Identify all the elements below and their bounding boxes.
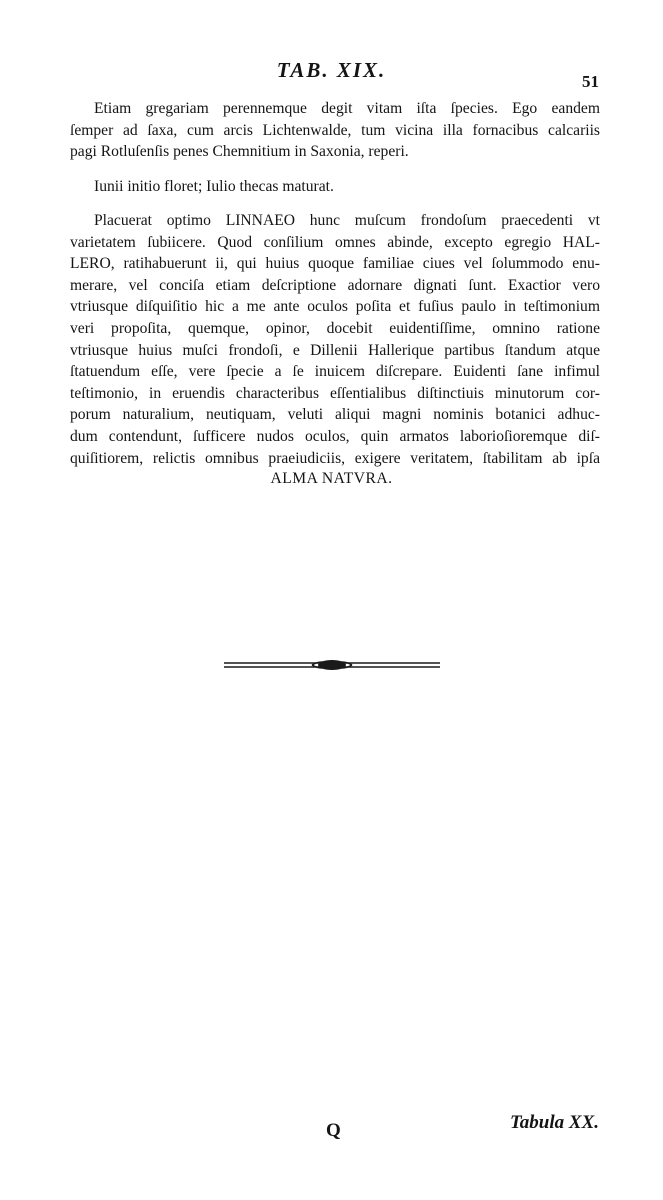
text-line: Etiam gregariam perennemque degit vitam iſta ſpecies. Ego eandem bbox=[94, 100, 600, 117]
running-header-title: TAB. XIX. bbox=[276, 58, 387, 82]
text-line: teſtimonio, in eruendis characteribus eſſentialibus diſtinctiuis minutorum cor- bbox=[70, 384, 600, 402]
page-number: 51 bbox=[582, 72, 599, 91]
text-line: merare, vel conciſa etiam deſcriptione adornare dignati ſunt. Exactior vero bbox=[70, 276, 600, 294]
text-line: varietatem ſubiicere. Quod conſilium omnes abinde, excepto egregio HAL- bbox=[70, 233, 600, 251]
text-line: veri propoſita, quemque, opinor, docebit euidentiſſime, omnino ratione bbox=[70, 319, 600, 337]
closing-phrase: ALMA NATVRA. bbox=[270, 470, 393, 487]
text-line: Placuerat optimo LINNAEO hunc muſcum frondoſum praecedenti vt bbox=[94, 212, 600, 229]
text-line: ſtatuendum eſſe, vere ſpecie a ſe inuicem diſcrepare. Euidenti ſane infimul bbox=[70, 363, 600, 381]
catchword: Tabula XX. bbox=[509, 1112, 599, 1133]
text-line: LERO, ratihabuerunt ii, qui huius quoque familiae ciues vel ſolummodo enu- bbox=[70, 255, 600, 273]
text-line: Iunii initio floret; Iulio thecas maturat. bbox=[94, 178, 334, 195]
text-line: dum contendunt, ſufficere nudos oculos, quin armatos laborioſioremque diſ- bbox=[70, 427, 600, 445]
paragraph-habitat bbox=[70, 98, 600, 163]
text-line: pagi Rotluſenſis penes Chemnitium in Saxonia, reperi. bbox=[70, 143, 409, 161]
text-line: quiſitiorem, relictis omnibus praeiudiciis, exigere veritatem, ſtabilitam ab ipſa bbox=[70, 449, 600, 467]
text-line: vtriusque diſquiſitio hic a me ante oculos poſita et fuſius paulo in teſtimonium bbox=[70, 298, 600, 316]
text-line: porum naturalium, neutiquam, veluti aliqui magni nominis botanici adhuc- bbox=[70, 406, 600, 424]
ornament-rule-icon bbox=[222, 657, 442, 673]
text-line: ſemper ad ſaxa, cum arcis Lichtenwalde, tum vicina illa fornacibus calcariis bbox=[70, 121, 600, 139]
text-line: vtriusque huius muſci frondoſi, e Dillenii Hallerique partibus ſtandum atque bbox=[70, 341, 600, 359]
paragraph-discussion bbox=[70, 210, 600, 469]
paragraph-flowering bbox=[70, 176, 600, 198]
signature-mark: Q bbox=[326, 1120, 341, 1141]
